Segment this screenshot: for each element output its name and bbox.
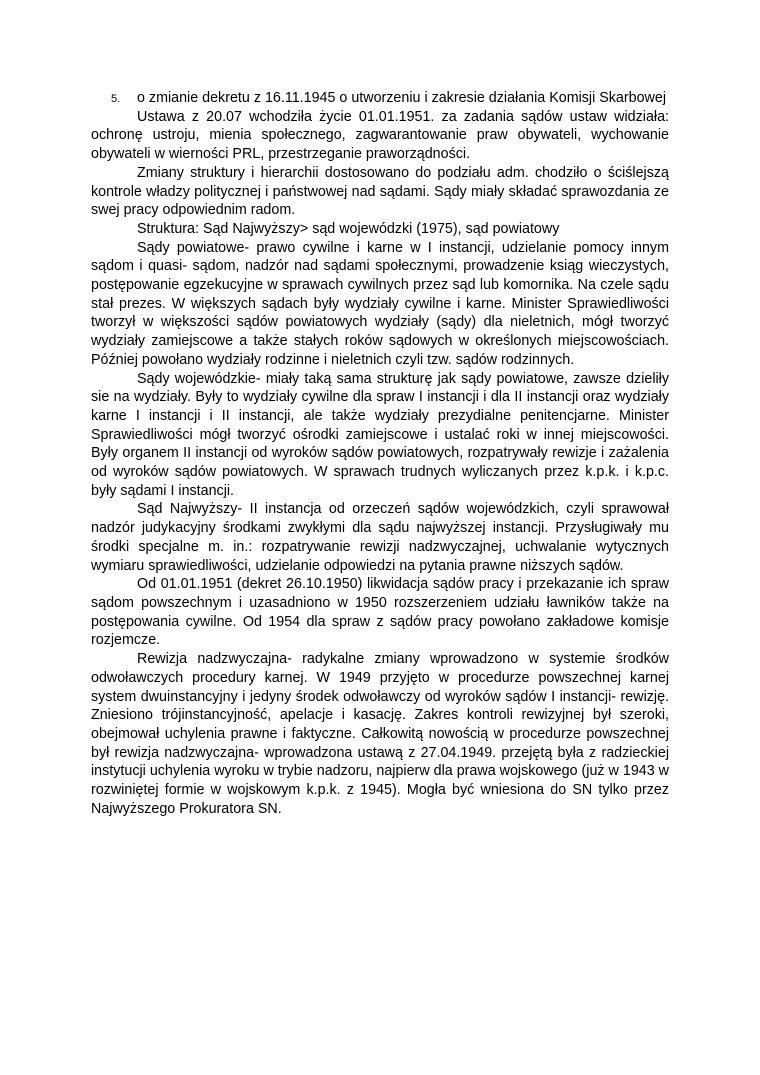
- paragraph-zmiany-struktury: Zmiany struktury i hierarchii dostosowano do podziału adm. chodziło o ściślejszą kontrole władzy politycznej i państwowej nad sądami. Sądy miały składać sprawozdania ze swej pracy odpowiednim radom.: [91, 164, 669, 219]
- paragraph-sady-pracy: Od 01.01.1951 (dekret 26.10.1950) likwidacja sądów pracy i przekazanie ich spraw sądom powszechnym i uzasadniono w 1950 rozszerzeniem udziału ławników także na postępowania cywilne. Od 1954 dla spraw z sądów pracy powołano zakładowe komisje rozjemcze.: [91, 576, 669, 649]
- list-item-text: o zmianie dekretu z 16.11.1945 o utworzeniu i zakresie działania Komisji Skarbowej: [137, 90, 666, 106]
- paragraph-struktura: Struktura: Sąd Najwyższy> sąd wojewódzki (1975), sąd powiatowy: [137, 220, 560, 237]
- paragraph-rewizja-nadzwyczajna: Rewizja nadzwyczajna- radykalne zmiany wprowadzono w systemie środków odwoławczych procedury karnej. W 1949 przyjęto w procedurze powszechnej karnej system dwuinstancyjny i jedyny środek odwoławczy od wyroków sądów I instancji- rewizję. Zniesiono trójinstancyjność, apelacje i kasację. Zakres kontroli rewizyjnej był szeroki, obejmował uchylenia prawne i faktyczne. Całkowitą nowością w procedurze powszechnej był rewizja nadzwyczajna- wprowadzona ustawą z 27.04.1949. przejętą była z radzieckiej instytucji uchylenia wyroku w trybie nadzoru, najpierw dla prawa wojskowego (już w 1943 w rozwiniętej formie w wojskowym k.p.k. z 1945). Mogła być wniesiona do SN tylko przez Najwyższego Prokuratora SN.: [91, 651, 669, 817]
- paragraph-ustawa: Ustawa z 20.07 wchodziła życie 01.01.1951. za zadania sądów ustaw widziała: ochronę ustroju, mienia społecznego, zagwarantowanie praw obywateli, wychowanie obywateli w wierności PRL, przestrzeganie praworządności.: [91, 108, 669, 163]
- list-item: [91, 89, 669, 108]
- paragraph-sady-wojewodzkie: Sądy wojewódzkie- miały taką sama strukturę jak sądy powiatowe, zawsze dzieliły sie na wydziały. Były to wydziały cywilne dla spraw I instancji i dla II instancji oraz wydziały karne I instancji i II instancji, ale także wydziały prezydialne penitencjarne. Minister Sprawiedliwości mógł tworzyć ośrodki zamiejscowe i ustalać roki w innej miejscowości. Były organem II instancji od wyroków sądów powiatowych, rozpatrywały rewizje i zażalenia od wyroków sądów powiatowych. W sprawach trudnych wyliczanych przez k.p.k. i k.p.c. były sądami I instancji.: [91, 370, 669, 499]
- paragraph-sady-powiatowe: Sądy powiatowe- prawo cywilne i karne w I instancji, udzielanie pomocy innym sądom i quasi- sądom, nadzór nad sądami społecznymi, prowadzenie ksiąg wieczystych, postępowanie egzekucyjne w sprawach cywilnych przez sąd lub komornika. Na czele sądu stał prezes. W większych sądach były wydziały cywilne i karne. Minister Sprawiedliwości tworzył w większości sądów powiatowych wydziały (sądy) dla nieletnich, mógł tworzyć wydziały zamiejscowe a także stałych roków sądowych w określonych miejscowościach. Później powołano wydziały rodzinne i nieletnich czyli tzw. sądów rodzinnych.: [91, 239, 669, 368]
- paragraph-sad-najwyzszy: Sąd Najwyższy- II instancja od orzeczeń sądów wojewódzkich, czyli sprawował nadzór judykacyjny środkami zwykłymi dla sądu najwyższej instancji. Przysługiwały mu środki specjalne m. in.: rozpatrywanie rewizji nadzwyczajnej, uchwalanie wytycznych wymiaru sprawiedliwości, udzielanie odpowiedzi na pytania prawne niższych sądów.: [91, 501, 669, 574]
- list-item-number: 5.: [111, 93, 121, 105]
- document-body: [91, 89, 669, 818]
